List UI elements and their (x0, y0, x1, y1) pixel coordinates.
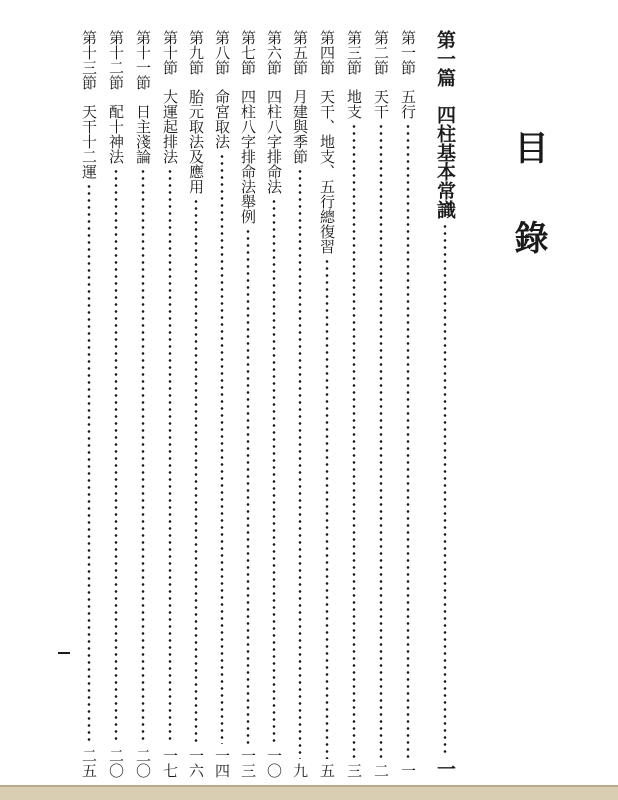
chapter-number: 第四節 (318, 30, 336, 75)
chapter-number: 第十一節 (134, 30, 152, 90)
part-entry (432, 30, 458, 778)
chapter-entry-2 (370, 30, 392, 778)
leader-dots (406, 123, 410, 759)
chapter-entry-10 (159, 30, 181, 778)
chapter-title: 天干 (372, 89, 390, 119)
leader-dots (194, 198, 198, 744)
chapter-page: 一六 (187, 748, 205, 778)
leader-dots (325, 258, 329, 759)
chapter-number: 第二節 (372, 30, 390, 75)
chapter-entry-13 (78, 30, 100, 778)
chapter-title: 天干十二運 (80, 104, 98, 179)
chapter-page: 一四 (213, 748, 231, 778)
chapter-title: 大運起排法 (161, 89, 179, 164)
chapter-entry-1 (397, 30, 419, 778)
chapter-title: 配十神法 (107, 104, 125, 164)
leader-dots (352, 123, 356, 759)
part-label: 第一篇 (434, 30, 456, 87)
chapter-title: 日主淺論 (134, 104, 152, 164)
chapter-number: 第八節 (213, 30, 231, 75)
chapter-title: 四柱八字排命法 (265, 89, 283, 194)
leader-dots (246, 228, 250, 744)
chapter-entry-4 (316, 30, 338, 778)
chapter-number: 第七節 (239, 30, 257, 75)
chapter-title: 命宮取法 (213, 89, 231, 149)
chapter-number: 第五節 (291, 30, 309, 75)
chapter-entry-7 (237, 30, 259, 778)
chapter-title: 地支 (345, 89, 363, 119)
chapter-number: 第六節 (265, 30, 283, 75)
leader-dots (443, 223, 447, 755)
chapter-title: 胎元取法及應用 (187, 89, 205, 194)
chapter-title: 天干、地支、五行總復習 (318, 89, 336, 254)
leader-dots (298, 168, 302, 759)
chapter-number: 第一節 (399, 30, 417, 75)
chapter-page: 一〇 (265, 748, 283, 778)
leader-dots (379, 123, 383, 759)
chapter-page: 二〇 (107, 748, 125, 778)
chapter-entry-8 (211, 30, 233, 778)
part-page: 一 (434, 759, 456, 778)
leader-dots (220, 153, 224, 744)
chapter-title: 五行 (399, 89, 417, 119)
chapter-number: 第十節 (161, 30, 179, 75)
chapter-page: 九 (291, 763, 309, 778)
leader-dots (272, 198, 276, 744)
chapter-page: 三 (345, 763, 363, 778)
leader-dots (87, 183, 91, 744)
chapter-number: 第十二節 (107, 30, 125, 90)
chapter-title: 四柱八字排命法舉例 (239, 89, 257, 224)
leader-dots (141, 168, 145, 744)
chapter-page: 一七 (161, 748, 179, 778)
chapter-page: 二〇 (134, 748, 152, 778)
chapter-entry-12 (105, 30, 127, 778)
leader-dots (168, 168, 172, 744)
leader-dots (114, 168, 118, 744)
chapter-entry-11 (132, 30, 154, 778)
chapter-entry-9 (185, 30, 207, 778)
chapter-entry-6 (263, 30, 285, 778)
chapter-number: 第三節 (345, 30, 363, 75)
chapter-entry-3 (343, 30, 365, 778)
chapter-number: 第十三節 (80, 30, 98, 90)
chapter-page: 五 (318, 763, 336, 778)
chapter-page: 二五 (80, 748, 98, 778)
chapter-page: 一 (399, 763, 417, 778)
chapter-number: 第九節 (187, 30, 205, 75)
chapter-page: 二 (372, 763, 390, 778)
margin-number (58, 652, 70, 654)
chapter-page: 一三 (239, 748, 257, 778)
page-bottom-band (0, 787, 618, 800)
chapter-entry-5 (289, 30, 311, 778)
part-title: 四柱基本常識 (434, 105, 456, 219)
chapter-title: 月建與季節 (291, 89, 309, 164)
page-title: 目錄 (508, 130, 548, 310)
